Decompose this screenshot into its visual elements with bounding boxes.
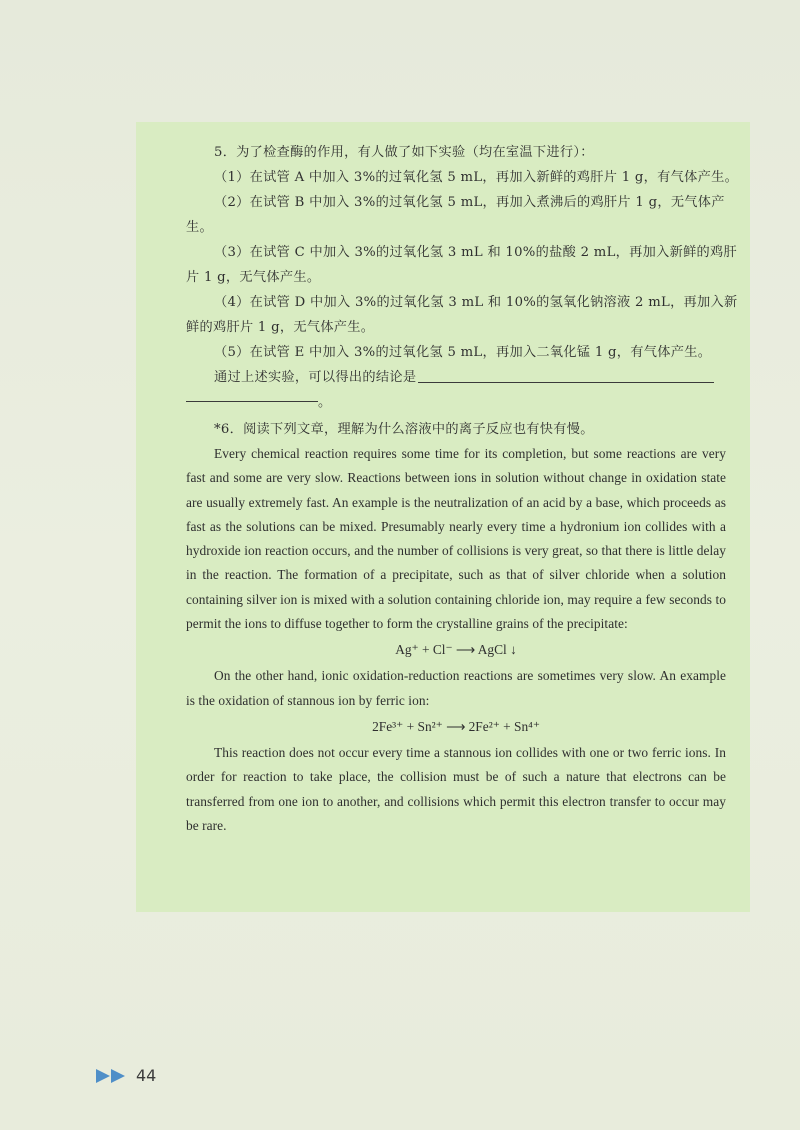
conclusion-prompt: 通过上述实验，可以得出的结论是 [214, 370, 417, 385]
exercise-5-title: 5．为了检查酶的作用，有人做了如下实验（均在室温下进行）： [214, 145, 594, 160]
conclusion-period: 。 [318, 395, 332, 410]
article-paragraph-1: Every chemical reaction requires some time for its completion, but some reactions are very fast and some are very slow. Reactions between ions in solution without change in oxidation state are usually extremely fast. An example is the neutralization of an acid by a base, which proceeds as fast as the solutions can be mixed. Presumably nearly every time a hydronium ion collides with a hydroxide ion reaction occurs, and the number of collisions is very great, so that there is little delay in the reaction. The formation of a precipitate, such as that of silver chloride when a solution containing silver ion is mixed with a solution containing chloride ion, may require a few seconds to permit the ions to diffuse together to form the crystalline grains of the precipitate: [186, 446, 726, 632]
page-content [186, 140, 739, 838]
double-arrow-icon [96, 1069, 126, 1083]
exercise-5-conclusion [186, 365, 726, 390]
exercise-5-item-2-line-2: 生。 [186, 220, 213, 235]
article-paragraph-2: On the other hand, ionic oxidation-reduction reactions are sometimes very slow. An example is the oxidation of stannous ion by ferric ion: [186, 668, 726, 708]
exercise-5-item-3-line-1: （3）在试管 C 中加入 3%的过氧化氢 3 mL 和 10%的盐酸 2 mL，再加入新鲜的鸡肝 [214, 245, 738, 260]
answer-blank-continuation[interactable] [186, 401, 318, 402]
exercise-5-item-2-line-1: （2）在试管 B 中加入 3%的过氧化氢 5 mL，再加入煮沸后的鸡肝片 1 g，无气体产 [214, 195, 725, 210]
page-footer [96, 1066, 156, 1085]
answer-blank-line[interactable] [418, 382, 714, 383]
page-number: 44 [136, 1066, 157, 1085]
exercise-5-conclusion-end [186, 390, 726, 415]
exercise-6-title: *6．阅读下列文章，理解为什么溶液中的离子反应也有快有慢。 [214, 422, 594, 437]
exercise-5-item-4-line-1: （4）在试管 D 中加入 3%的过氧化氢 3 mL 和 10%的氢氧化钠溶液 2 mL，再加入新 [214, 295, 738, 310]
exercise-5-item-1: （1）在试管 A 中加入 3%的过氧化氢 5 mL，再加入新鲜的鸡肝片 1 g，有气体产生。 [214, 170, 739, 185]
equation-silver-chloride: Ag⁺ + Cl⁻ ⟶ AgCl ↓ [395, 642, 517, 658]
exercise-5-item-5: （5）在试管 E 中加入 3%的过氧化氢 5 mL，再加入二氧化锰 1 g，有气体产生。 [214, 345, 712, 360]
exercise-5-item-3-line-2: 片 1 g，无气体产生。 [186, 270, 321, 285]
article-paragraph-3: This reaction does not occur every time a stannous ion collides with one or two ferric ions. In order for reaction to take place, the collision must be of such a nature that electrons can be transferred from one ion to another, and collisions which permit this electron transfer to occur may be rare. [186, 744, 726, 833]
exercise-5-item-4-line-2: 鲜的鸡肝片 1 g，无气体产生。 [186, 320, 375, 335]
equation-ferric-stannous: 2Fe³⁺ + Sn²⁺ ⟶ 2Fe²⁺ + Sn⁴⁺ [372, 718, 540, 734]
